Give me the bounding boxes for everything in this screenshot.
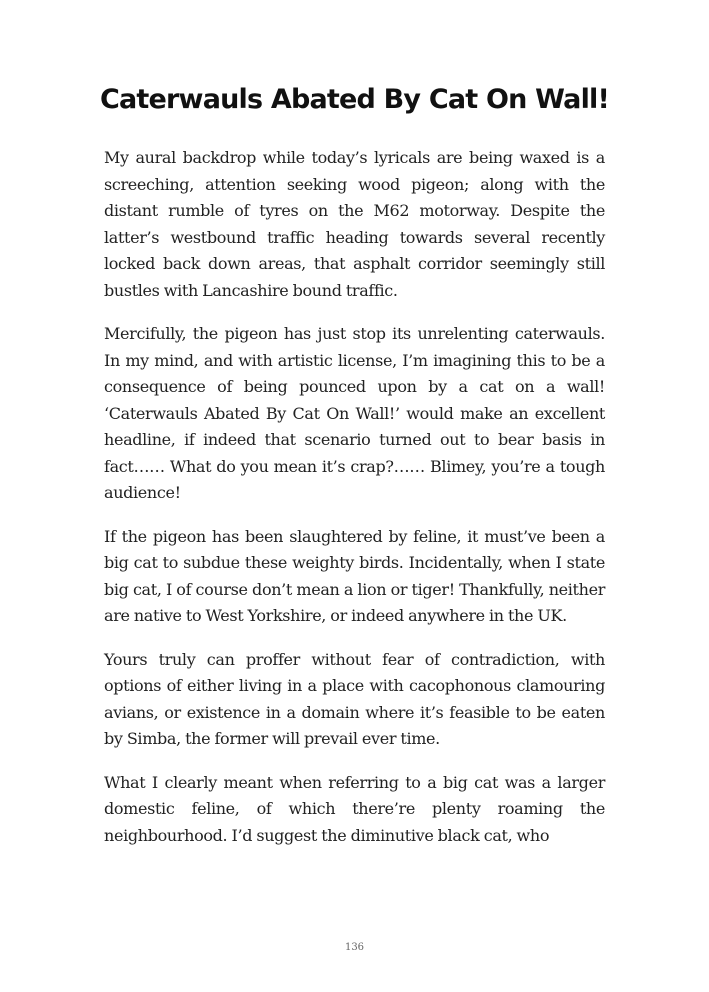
body-text — [104, 145, 605, 866]
paragraph-2: Mercifully, the pigeon has just stop its unrelenting caterwauls. In my mind, and with artistic license, I’m imagining this to be a consequence of being pounced upon by a cat on a wall! ‘Caterwauls Abated By Cat On Wall!’ would make an excellent headline, if indeed that scenario turned out to bear basis in fact…… What do you mean it’s crap?…… Blimey, you’re a tough audience! — [104, 324, 605, 502]
chapter-title: Caterwauls Abated By Cat On Wall! — [99, 84, 610, 115]
paragraph-5: What I clearly meant when referring to a big cat was a larger domestic feline, of which there’re plenty roaming the neighbourhood. I’d suggest the diminutive black cat, who — [104, 772, 605, 845]
paragraph-3: If the pigeon has been slaughtered by feline, it must’ve been a big cat to subdue these weighty birds. Incidentally, when I state big cat, I of course don’t mean a lion or tiger! Thankfully, neither are native to West Yorkshire, or indeed anywhere in the UK. — [104, 526, 605, 625]
paragraph-1: My aural backdrop while today’s lyricals are being waxed is a screeching, attention seeking wood pigeon; along with the distant rumble of tyres on the M62 motorway. Despite the latter’s westbound traffic heading towards several recently locked back down areas, that asphalt corridor seemingly still bustles with Lancashire bound traffic. — [104, 148, 605, 300]
page-number: 136 — [344, 942, 365, 953]
paragraph-4: Yours truly can proffer without fear of contradiction, with options of either living in a place with cacophonous clamouring avians, or existence in a domain where it’s feasible to be eaten by Simba, the former will prevail ever time. — [104, 649, 605, 748]
